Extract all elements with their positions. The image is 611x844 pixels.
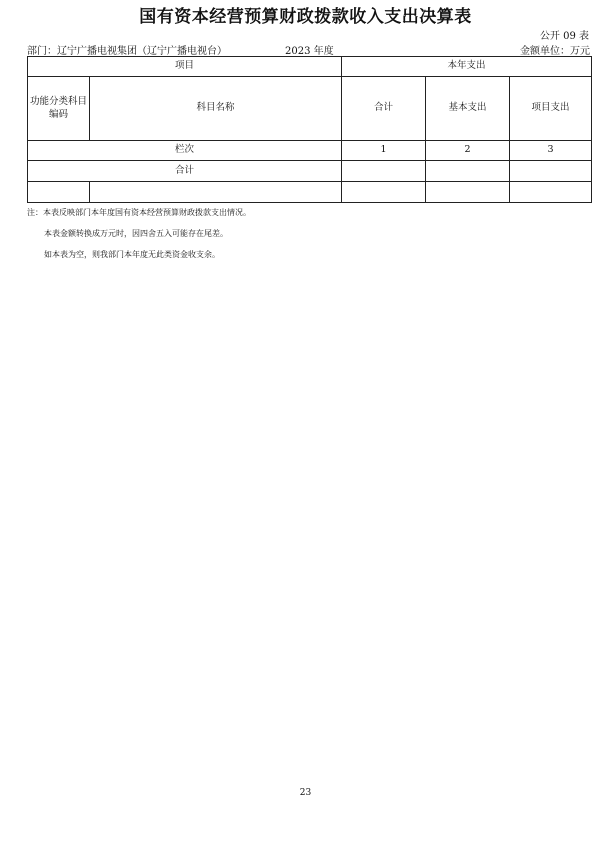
header-expenditure-group: 本年支出: [342, 57, 592, 77]
expenditure-table: [27, 56, 592, 203]
amount-unit-label: 金额单位：万元: [520, 46, 590, 57]
form-code: 公开 09 表: [539, 31, 589, 42]
page-title: 国有资本经营预算财政拨款收入支出决算表: [139, 7, 472, 27]
header-row-columns: [28, 77, 592, 141]
row-subject-name: [90, 182, 342, 203]
header-subject-name: 科目名称: [90, 77, 342, 141]
row-func-code: [28, 182, 90, 203]
table-meta-line: [27, 42, 590, 55]
column-index-3: 3: [510, 141, 592, 161]
header-func-code: 功能分类科目编码: [28, 77, 90, 141]
total-row-total: [342, 161, 426, 182]
header-row-group: [28, 57, 592, 77]
total-row-label: 合计: [28, 161, 342, 182]
note-line: 如本表为空，则我部门本年度无此类资金收支余。: [44, 250, 220, 259]
year-label: 2023 年度: [285, 46, 334, 57]
column-index-2: 2: [426, 141, 510, 161]
total-row-project: [510, 161, 592, 182]
table-row: [28, 182, 592, 203]
column-index-label: 栏次: [28, 141, 342, 161]
column-index-1: 1: [342, 141, 426, 161]
row-project: [510, 182, 592, 203]
row-total: [342, 182, 426, 203]
row-basic: [426, 182, 510, 203]
header-item: 项目: [28, 57, 342, 77]
column-index-row: [28, 141, 592, 161]
total-row-basic: [426, 161, 510, 182]
header-basic: 基本支出: [426, 77, 510, 141]
total-row: [28, 161, 592, 182]
department-label: 部门：辽宁广播电视集团（辽宁广播电视台）: [27, 46, 227, 57]
note-line: 注：本表反映部门本年度国有资本经营预算财政拨款支出情况。: [27, 208, 251, 217]
header-total: 合计: [342, 77, 426, 141]
header-project: 项目支出: [510, 77, 592, 141]
page-number: 23: [299, 788, 312, 798]
note-line: 本表金额转换成万元时，因四舍五入可能存在尾差。: [44, 229, 228, 238]
